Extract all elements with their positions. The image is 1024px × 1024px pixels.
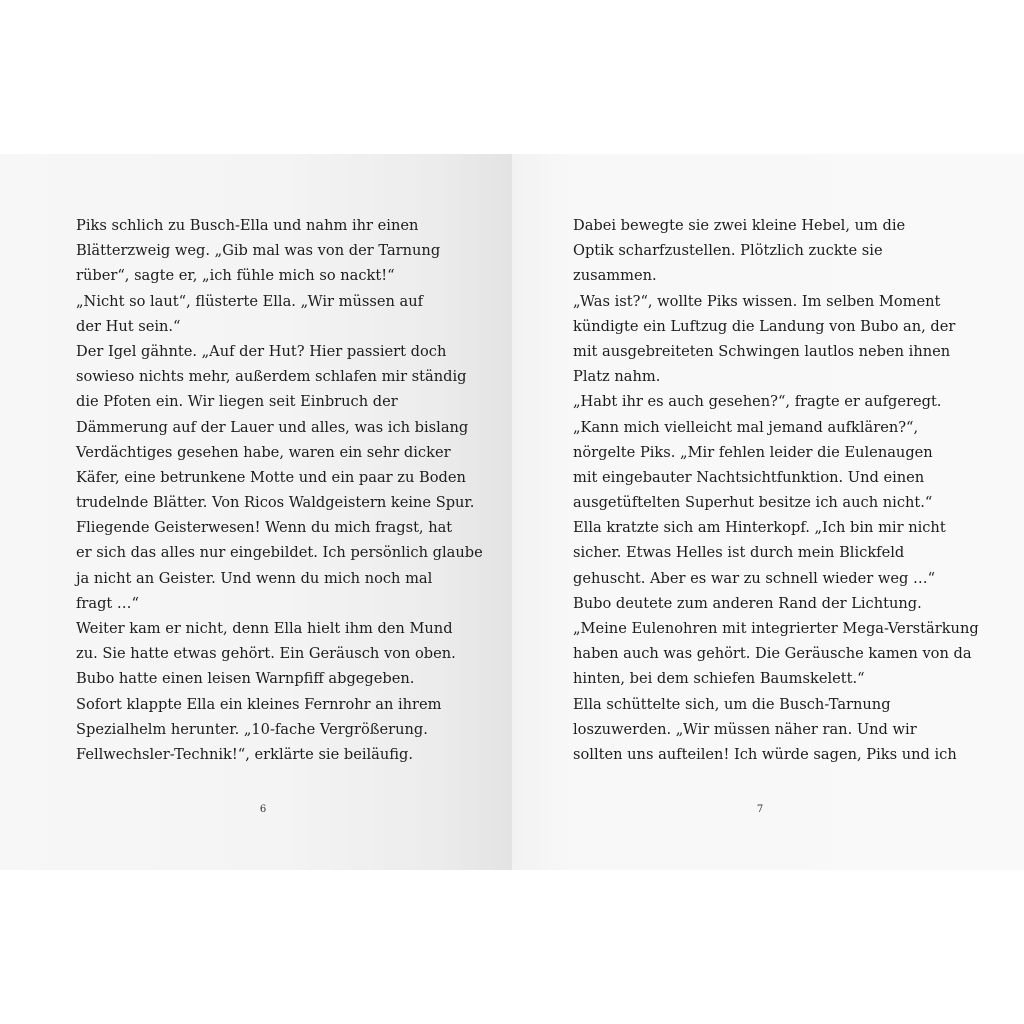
text-line: rüber“, sagte er, „ich fühle mich so nackt!“ (76, 267, 395, 285)
left-page (0, 154, 512, 870)
text-line: sicher. Etwas Helles ist durch mein Blickfeld (573, 544, 905, 562)
text-line: trudelnde Blätter. Von Ricos Waldgeistern keine Spur. (76, 494, 475, 512)
text-line: er sich das alles nur eingebildet. Ich persönlich glaube (76, 544, 483, 562)
text-line: Fliegende Geisterwesen! Wenn du mich fragst, hat (76, 519, 453, 537)
text-line: Platz nahm. (573, 368, 661, 386)
text-line: Käfer, eine betrunkene Motte und ein paar zu Boden (76, 468, 466, 486)
right-page-number: 7 (756, 804, 764, 815)
text-line: zusammen. (573, 267, 657, 285)
text-line: kündigte ein Luftzug die Landung von Bubo an, der (573, 317, 956, 335)
text-line: Bubo hatte einen leisen Warnpfiff abgegeben. (76, 670, 415, 688)
text-line: ausgetüftelten Superhut besitze ich auch nicht.“ (573, 494, 933, 512)
left-page-number: 6 (259, 804, 267, 815)
text-line: die Pfoten ein. Wir liegen seit Einbruch der (76, 393, 398, 411)
text-line: Ella kratzte sich am Hinterkopf. „Ich bin mir nicht (573, 519, 946, 537)
left-page-text (76, 213, 483, 767)
text-line: mit eingebauter Nachtsichtfunktion. Und einen (573, 468, 925, 486)
text-line: sollten uns aufteilen! Ich würde sagen, Piks und ich (573, 745, 957, 763)
text-line: „Kann mich vielleicht mal jemand aufklären?“, (573, 418, 919, 436)
text-line: fragt …“ (76, 594, 139, 612)
text-line: Verdächtiges gesehen habe, waren ein sehr dicker (76, 443, 451, 461)
text-line: Dabei bewegte sie zwei kleine Hebel, um die (573, 217, 906, 234)
text-line: „Was ist?“, wollte Piks wissen. Im selben Moment (573, 292, 941, 310)
text-line: Piks schlich zu Busch-Ella und nahm ihr einen (76, 217, 419, 234)
text-line: der Hut sein.“ (76, 317, 181, 335)
text-line: ja nicht an Geister. Und wenn du mich noch mal (76, 569, 433, 587)
right-page (512, 154, 1024, 870)
text-line: Ella schüttelte sich, um die Busch-Tarnung (573, 695, 891, 713)
text-line: sowieso nichts mehr, außerdem schlafen mir ständig (76, 368, 467, 386)
text-line: „Nicht so laut“, flüsterte Ella. „Wir müssen auf (76, 292, 424, 310)
text-line: mit ausgebreiteten Schwingen lautlos neben ihnen (573, 342, 951, 360)
text-line: „Meine Eulenohren mit integrierter Mega-Verstärkung (573, 620, 979, 637)
text-line: loszuwerden. „Wir müssen näher ran. Und wir (573, 720, 917, 738)
text-line: Der Igel gähnte. „Auf der Hut? Hier passiert doch (76, 342, 447, 360)
text-line: zu. Sie hatte etwas gehört. Ein Geräusch von oben. (76, 645, 456, 663)
text-line: Weiter kam er nicht, denn Ella hielt ihm den Mund (76, 620, 453, 637)
text-line: gehuscht. Aber es war zu schnell wieder weg …“ (573, 569, 936, 587)
text-line: Optik scharfzustellen. Plötzlich zuckte sie (573, 242, 883, 260)
text-line: Sofort klappte Ella ein kleines Fernrohr an ihrem (76, 695, 442, 713)
text-line: hinten, bei dem schiefen Baumskelett.“ (573, 670, 865, 688)
text-line: Blätterzweig weg. „Gib mal was von der Tarnung (76, 242, 441, 260)
text-line: Spezialhelm herunter. „10-fache Vergrößerung. (76, 720, 428, 738)
right-page-text (573, 213, 979, 767)
text-line: Dämmerung auf der Lauer und alles, was ich bislang (76, 418, 469, 436)
text-line: Bubo deutete zum anderen Rand der Lichtung. (573, 594, 922, 612)
text-line: nörgelte Piks. „Mir fehlen leider die Eulenaugen (573, 443, 933, 461)
book-spread (0, 154, 1024, 870)
text-line: Fellwechsler-Technik!“, erklärte sie beiläufig. (76, 745, 414, 763)
text-line: haben auch was gehört. Die Geräusche kamen von da (573, 645, 972, 663)
text-line: „Habt ihr es auch gesehen?“, fragte er aufgeregt. (573, 393, 942, 411)
